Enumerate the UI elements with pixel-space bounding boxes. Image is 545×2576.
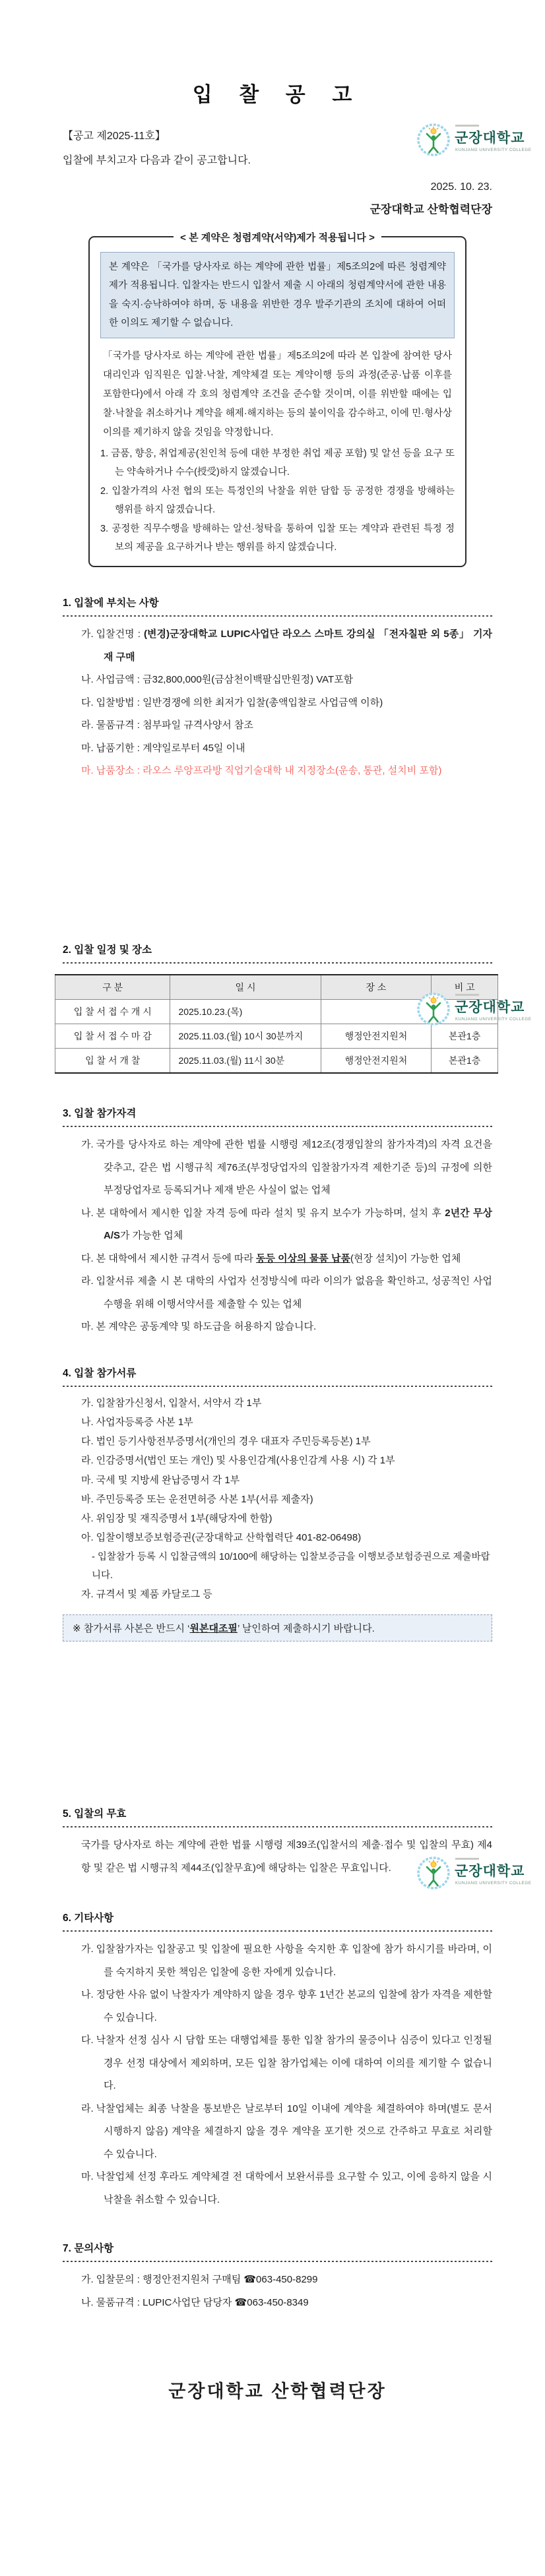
text-segment: 국가를 당사자로 하는 계약에 관한 법률 시행령 제12조(경쟁입찰의 참가자격)의 자격 요건을 갖추고, 같은 법 시행규칙 제76조(부정당업자의 입찰참가자격 제한기준 등)의 규정에 의한 부정당업자로 등록되거나 제재 받은 사실이 없는 업체 bbox=[96, 1139, 492, 1196]
list-item bbox=[81, 1316, 492, 1339]
section-heading: 5. 입찰의 무효 bbox=[63, 1808, 127, 1820]
section-3 bbox=[63, 1105, 492, 1339]
item-label: 마. bbox=[81, 742, 94, 754]
page-3 bbox=[0, 1806, 545, 2576]
logo-university-name: 군장대학교 bbox=[455, 1864, 525, 1879]
item-label: 마. bbox=[81, 765, 94, 777]
list-item bbox=[81, 1451, 492, 1470]
list-item bbox=[81, 1585, 492, 1604]
list-item bbox=[81, 1270, 492, 1316]
item-label: 마. bbox=[81, 2171, 94, 2182]
list-item bbox=[81, 1432, 492, 1451]
section-heading: 1. 입찰에 부치는 사항 bbox=[63, 598, 159, 609]
table-cell: 행정안전지원처 bbox=[321, 1049, 432, 1074]
integrity-box-legend: < 본 계약은 청렴계약(서약)제가 적용됩니다 > bbox=[100, 230, 455, 244]
item-label: 가. bbox=[81, 1139, 94, 1150]
item-label: 나. bbox=[81, 1989, 94, 2000]
item-label: 라. bbox=[81, 720, 94, 731]
list-item bbox=[81, 1134, 492, 1202]
university-logo bbox=[416, 989, 532, 1029]
logo-microtext bbox=[455, 1858, 479, 1860]
item-label: 나. bbox=[81, 674, 94, 686]
section-divider bbox=[63, 2261, 492, 2262]
item-label: 아. bbox=[81, 1532, 94, 1544]
table-header-cell: 구 분 bbox=[55, 975, 170, 1000]
section-item-list bbox=[63, 623, 492, 783]
university-logo bbox=[416, 120, 532, 160]
list-item bbox=[81, 2166, 492, 2211]
list-item bbox=[81, 1471, 492, 1490]
list-sub-item: - 입찰참가 등록 시 입찰금액의 10/100에 해당하는 입찰보증금을 이행보증보험증권으로 제출바랍니다. bbox=[92, 1551, 490, 1581]
item-label: 가. bbox=[81, 629, 94, 640]
text-segment: 위임장 및 재직증명서 1부(해당자에 한함) bbox=[96, 1513, 272, 1524]
text-segment: 입찰참가신청서, 입찰서, 서약서 각 1부 bbox=[96, 1397, 262, 1409]
list-item bbox=[81, 737, 492, 760]
intro-sentence: 입찰에 부치고자 다음과 같이 공고합니다. bbox=[63, 155, 251, 166]
section-heading: 3. 입찰 참가자격 bbox=[63, 1108, 137, 1119]
text-segment: 2년간 무상 A/S bbox=[104, 1207, 492, 1241]
text-segment: 입찰건명 : bbox=[96, 629, 144, 640]
issuer: 군장대학교 산학협력단장 bbox=[369, 203, 492, 216]
section-heading: 2. 입찰 일정 및 장소 bbox=[63, 944, 152, 956]
list-item bbox=[81, 2292, 492, 2315]
section-1 bbox=[63, 595, 492, 783]
section-heading: 4. 입찰 참가서류 bbox=[63, 1367, 137, 1379]
table-cell: 2025.11.03.(월) 10시 30분까지 bbox=[170, 1024, 321, 1049]
list-item bbox=[81, 1394, 492, 1413]
university-logo bbox=[416, 1853, 532, 1893]
text-segment: 주민등록증 또는 운전면허증 사본 1부(서류 제출자) bbox=[96, 1493, 313, 1505]
section-divider bbox=[63, 1826, 492, 1827]
table-cell: 입 찰 서 접 수 개 시 bbox=[55, 1000, 170, 1024]
item-label: 가. bbox=[81, 2274, 94, 2285]
list-item bbox=[81, 1938, 492, 1984]
item-label: 사. bbox=[81, 1513, 94, 1524]
integrity-pledge: 「국가를 당사자로 하는 계약에 관한 법률」제5조의2에 따라 본 입찰에 참여한 당사 대리인과 임직원은 입찰·낙찰, 계약체결 또는 계약이행 등의 과정(준공·납품 이후를 포함한다)에서 아래 각 호의 청렴계약 조건을 준수할 것이며, 이를 위반할 때에는 입찰·낙찰을 취소하거나 계약을 해제·해지하는 등의 불이익을 감수하고, 이에 민·형사상 이의를 제기하지 않을 것임을 약정합니다. bbox=[103, 351, 452, 439]
item-label: 나. bbox=[81, 1416, 94, 1428]
logo-microtext bbox=[455, 994, 479, 996]
text-segment: 정당한 사유 없이 낙찰자가 계약하지 않을 경우 향후 1년간 본교의 입찰에 참가 자격을 제한할 수 있습니다. bbox=[96, 1989, 492, 2023]
text-segment: 법인 등기사항전부증명서(개인의 경우 대표자 주민등록등본) 1부 bbox=[96, 1436, 371, 1447]
text-segment: 국세 및 지방세 완납증명서 각 1부 bbox=[96, 1474, 240, 1486]
text-segment: ※ 참가서류 사본은 반드시 ‘ bbox=[73, 1623, 190, 1635]
text-segment: 동등 이상의 물품 납품 bbox=[256, 1252, 350, 1264]
table-cell: 2025.10.23.(목) bbox=[170, 1000, 321, 1024]
item-label: 가. bbox=[81, 1944, 94, 1955]
section-7 bbox=[63, 2240, 492, 2314]
integrity-notice: 본 계약은 「국가를 당사자로 하는 계약에 관한 법률」제5조의2에 따른 청렴계약제가 적용됩니다. 입찰자는 반드시 입찰서 제출 시 아래의 청렴계약서에 관한 내용을 숙지·승낙하여야 하며, 동 내용을 위반한 경우 발주기관의 조치에 대하여 어떠한 이의도 제기할 수 없습니다. bbox=[100, 252, 455, 338]
item-label: 라. bbox=[81, 2102, 94, 2114]
logo-university-name: 군장대학교 bbox=[455, 1000, 525, 1015]
table-cell: 입 찰 서 접 수 마 감 bbox=[55, 1024, 170, 1049]
section-paragraph: 국가를 당사자로 하는 계약에 관한 법률 시행령 제39조(입찰서의 제출·접수 및 입찰의 무효) 제4항 및 같은 법 시행규칙 제44조(입찰무효)에 해당하는 입찰은 무효입니다. bbox=[81, 1839, 492, 1874]
section-divider bbox=[63, 1126, 492, 1127]
text-segment: 낙찰업체 선정 후라도 계약체결 전 대학에서 보완서류를 요구할 수 있고, 이에 응하지 않을 시 낙찰을 취소할 수 있습니다. bbox=[96, 2171, 492, 2205]
integrity-pledge-box bbox=[88, 232, 466, 567]
text-segment: 본 계약은 공동계약 및 하도급을 허용하지 않습니다. bbox=[96, 1321, 317, 1332]
list-item bbox=[81, 623, 492, 669]
document-title: 입 찰 공 고 bbox=[192, 83, 363, 106]
item-label: 다. bbox=[81, 1252, 94, 1264]
list-item bbox=[81, 669, 492, 692]
text-segment: ’ 날인하여 제출하시기 바랍니다. bbox=[237, 1623, 375, 1635]
text-segment: (변경)군장대학교 LUPIC사업단 라오스 스마트 강의실 「전자칠판 외 5종」 기자재 구매 bbox=[104, 629, 493, 663]
item-label: 라. bbox=[81, 1275, 94, 1287]
list-item bbox=[81, 1248, 492, 1271]
logo-university-subtext: KUNJANG UNIVERSITY COLLEGE bbox=[455, 148, 532, 152]
text-segment: 사업금액 : 금32,800,000원(금삼천이백팔십만원정) VAT포함 bbox=[96, 674, 354, 686]
university-emblem-icon bbox=[418, 994, 449, 1024]
item-label: 마. bbox=[81, 1474, 94, 1486]
section-item-list bbox=[63, 1394, 492, 1605]
item-label: 마. bbox=[81, 1321, 94, 1332]
text-segment: 물품규격 : LUPIC사업단 담당자 ☎063-450-8349 bbox=[96, 2296, 309, 2308]
section-item-list bbox=[63, 1134, 492, 1339]
table-cell: 행정안전지원처 bbox=[321, 1024, 432, 1049]
page-1 bbox=[0, 78, 545, 848]
announcement-date: 2025. 10. 23. bbox=[430, 181, 492, 193]
list-item bbox=[81, 714, 492, 737]
section-6 bbox=[63, 1910, 492, 2211]
item-label: 라. bbox=[81, 1455, 94, 1467]
text-segment: 입찰참가자는 입찰공고 및 입찰에 필요한 사항을 숙지한 후 입찰에 참가 하시기를 바라며, 이를 숙지하지 못한 책임은 입찰에 응한 자에게 있습니다. bbox=[96, 1944, 492, 1978]
list-item bbox=[81, 1202, 492, 1248]
integrity-items bbox=[100, 445, 455, 557]
text-segment: 본 대학에서 제시한 입찰 자격 등에 따라 설치 및 유지 보수가 가능하며, 설치 후 bbox=[96, 1207, 445, 1219]
table-header-cell: 일 시 bbox=[170, 975, 321, 1000]
item-label: 가. bbox=[81, 1397, 94, 1409]
text-segment: 규격서 및 제품 카달로그 등 bbox=[96, 1589, 212, 1601]
integrity-pledge-item: 2. 입찰가격의 사전 협의 또는 특정인의 낙찰을 위한 담합 등 공정한 경쟁을 방해하는 행위를 하지 않겠습니다. bbox=[100, 486, 455, 515]
section-divider bbox=[63, 962, 492, 964]
text-segment: 낙찰업체는 최종 낙찰을 통보받은 날로부터 10일 이내에 계약을 체결하여야 하며(별도 문서 시행하지 않음) 계약을 체결하지 않을 경우 계약을 포기한 것으로 간주하고 무효로 처리할 수 있습니다. bbox=[96, 2102, 492, 2160]
table-header-cell: 비 고 bbox=[432, 975, 498, 1000]
list-item bbox=[81, 2098, 492, 2166]
text-segment: 본 대학에서 제시한 규격서 등에 따라 bbox=[96, 1252, 257, 1264]
section-item-list bbox=[63, 1938, 492, 2211]
text-segment: (현장 설치)이 가능한 업체 bbox=[350, 1252, 461, 1264]
text-segment: 입찰문의 : 행정안전지원처 구매팀 ☎063-450-8299 bbox=[96, 2274, 318, 2285]
text-segment: 입찰이행보증보험증권(군장대학교 산학협력단 401-82-06498) bbox=[96, 1532, 362, 1544]
list-item bbox=[81, 1509, 492, 1528]
logo-university-name: 군장대학교 bbox=[455, 131, 525, 146]
university-emblem-icon bbox=[418, 125, 449, 155]
table-row bbox=[55, 1049, 498, 1074]
list-item bbox=[81, 2269, 492, 2292]
list-item bbox=[81, 1984, 492, 2029]
page-2 bbox=[0, 942, 545, 1712]
section-item-list bbox=[63, 2269, 492, 2314]
item-label: 자. bbox=[81, 1589, 94, 1601]
table-cell: 본관1층 bbox=[432, 1024, 498, 1049]
logo-university-subtext: KUNJANG UNIVERSITY COLLEGE bbox=[455, 1881, 532, 1886]
integrity-pledge-item: 3. 공정한 직무수행을 방해하는 알선·청탁을 통하여 입찰 또는 계약과 관련된 특정 정보의 제공을 요구하거나 받는 행위를 하지 않겠습니다. bbox=[100, 524, 455, 553]
list-item bbox=[81, 760, 492, 783]
notice-number: 【공고 제2025-11호】 bbox=[63, 131, 166, 142]
list-item bbox=[81, 1413, 492, 1432]
section-4 bbox=[63, 1365, 492, 1642]
text-segment: 납품장소 : 라오스 루앙프라방 직업기술대학 내 지정장소(운송, 통관, 설치비 포함) bbox=[96, 765, 442, 777]
item-label: 바. bbox=[81, 1493, 94, 1505]
university-emblem-icon bbox=[418, 1858, 449, 1888]
text-segment: 입찰방법 : 일반경쟁에 의한 최저가 입찰(총액입찰로 사업금액 이하) bbox=[96, 696, 383, 708]
text-segment: 입찰서류 제출 시 본 대학의 사업자 선정방식에 따라 이의가 없음을 확인하고, 성공적인 사업수행을 위해 이행서약서를 제출할 수 있는 업체 bbox=[96, 1275, 492, 1310]
section-heading: 6. 기타사항 bbox=[63, 1913, 114, 1924]
item-label: 다. bbox=[81, 2035, 94, 2046]
integrity-pledge-item: 1. 금품, 향응, 취업제공(친인척 등에 대한 부정한 취업 제공 포함) 및 알선 등을 요구 또는 약속하거나 수수(授受)하지 않겠습니다. bbox=[100, 448, 455, 477]
text-segment: 사업자등록증 사본 1부 bbox=[96, 1416, 193, 1428]
footer-signature: 군장대학교 산학협력단장 bbox=[168, 2381, 387, 2401]
item-label: 나. bbox=[81, 1207, 94, 1219]
section-divider bbox=[63, 1386, 492, 1387]
note-box bbox=[63, 1614, 492, 1641]
item-label: 다. bbox=[81, 1436, 94, 1447]
text-segment: 원본대조필 bbox=[189, 1623, 238, 1635]
text-segment: 물품규격 : 첨부파일 규격사양서 참조 bbox=[96, 720, 253, 731]
text-segment: 인감증명서(법인 또는 개인) 및 사용인감계(사용인감계 사용 시) 각 1부 bbox=[96, 1455, 395, 1467]
text-segment: 납품기한 : 계약일로부터 45일 이내 bbox=[96, 742, 245, 754]
text-segment: 가 가능한 업체 bbox=[120, 1230, 183, 1241]
section-divider bbox=[63, 1930, 492, 1932]
list-item bbox=[81, 1528, 492, 1547]
list-item bbox=[81, 692, 492, 715]
table-cell: 2025.11.03.(월) 11시 30분 bbox=[170, 1049, 321, 1074]
item-label: 다. bbox=[81, 696, 94, 708]
item-label: 나. bbox=[81, 2296, 94, 2308]
list-item bbox=[81, 1490, 492, 1509]
table-header-cell: 장 소 bbox=[321, 975, 432, 1000]
section-divider bbox=[63, 615, 492, 617]
table-cell bbox=[321, 1000, 432, 1024]
list-item bbox=[81, 2029, 492, 2098]
section-heading: 7. 문의사항 bbox=[63, 2243, 114, 2254]
logo-microtext bbox=[455, 125, 479, 127]
table-cell: 본관1층 bbox=[432, 1049, 498, 1074]
table-cell: 입 찰 서 개 찰 bbox=[55, 1049, 170, 1074]
logo-university-subtext: KUNJANG UNIVERSITY COLLEGE bbox=[455, 1017, 532, 1022]
text-segment: 낙찰자 선정 심사 시 담합 또는 대행업체를 통한 입찰 참가의 물증이나 심증이 있다고 인정될 경우 선정 대상에서 제외하며, 모든 입찰 참가업체는 이에 대하여 이의를 제기할 수 없습니다. bbox=[96, 2035, 492, 2091]
